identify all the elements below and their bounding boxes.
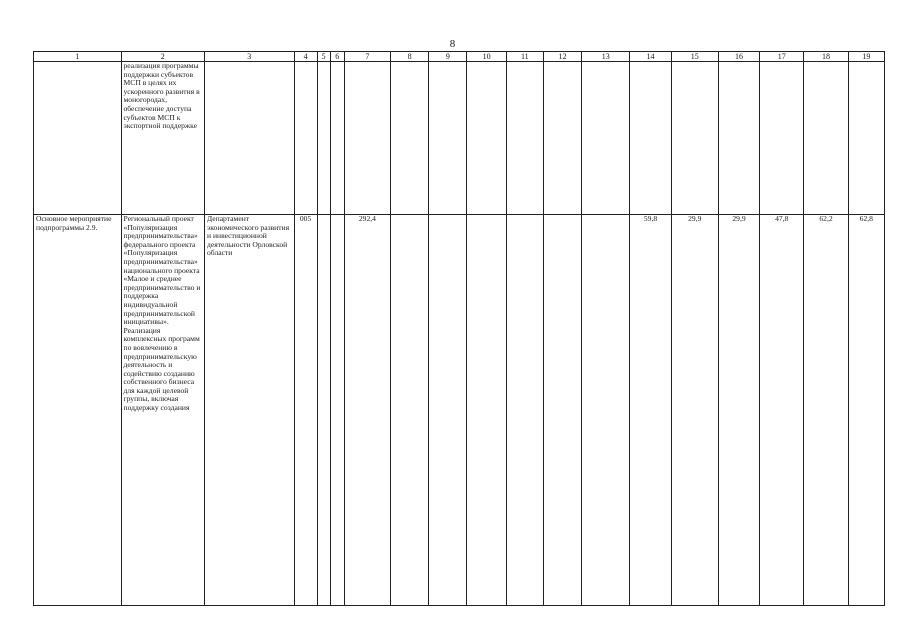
value-cell [848, 62, 884, 215]
value-cell [391, 62, 429, 215]
value-cell: 62,8 [848, 215, 884, 606]
page-number: 8 [449, 38, 456, 50]
value-cell [506, 215, 543, 606]
code-cell [294, 62, 317, 215]
table-row [34, 215, 885, 606]
value-cell [506, 62, 543, 215]
value-cell [671, 62, 718, 215]
column-header: 9 [429, 52, 467, 62]
event-cell: Основное мероприятие подпрограммы 2.9. [34, 215, 122, 606]
value-cell [317, 62, 330, 215]
description-cell: реализация программы поддержки субъектов МСП в целях их ускоренного развития в моногородах, обеспечение доступа субъектов МСП к экспортной поддержке [121, 62, 204, 215]
executor-cell: Департамент экономического развития и инвестиционной деятельности Орловской области [204, 215, 294, 606]
column-header: 2 [121, 52, 204, 62]
column-header: 14 [630, 52, 671, 62]
column-header: 8 [391, 52, 429, 62]
value-cell [429, 215, 467, 606]
budget-table [33, 51, 885, 606]
value-cell [330, 215, 344, 606]
column-header: 7 [344, 52, 390, 62]
column-header: 17 [760, 52, 804, 62]
column-header: 15 [671, 52, 718, 62]
column-header: 19 [848, 52, 884, 62]
value-cell [330, 62, 344, 215]
column-header: 3 [204, 52, 294, 62]
value-cell [582, 62, 630, 215]
value-cell [429, 62, 467, 215]
value-cell [543, 215, 581, 606]
value-cell [582, 215, 630, 606]
value-cell [760, 62, 804, 215]
code-cell: 005 [294, 215, 317, 606]
value-cell [317, 215, 330, 606]
value-cell [804, 62, 848, 215]
value-cell: 29,9 [718, 215, 759, 606]
column-header: 13 [582, 52, 630, 62]
value-cell: 62,2 [804, 215, 848, 606]
column-header: 6 [330, 52, 344, 62]
value-cell: 29,9 [671, 215, 718, 606]
column-header: 1 [34, 52, 122, 62]
executor-cell [204, 62, 294, 215]
value-cell [344, 62, 390, 215]
value-cell [391, 215, 429, 606]
value-cell [718, 62, 759, 215]
column-header: 11 [506, 52, 543, 62]
column-header: 12 [543, 52, 581, 62]
table-row [34, 62, 885, 215]
value-cell [630, 62, 671, 215]
column-header: 5 [317, 52, 330, 62]
value-cell [467, 215, 506, 606]
column-header: 18 [804, 52, 848, 62]
value-cell: 292,4 [344, 215, 390, 606]
column-header: 16 [718, 52, 759, 62]
column-header: 10 [467, 52, 506, 62]
value-cell: 59,8 [630, 215, 671, 606]
value-cell [467, 62, 506, 215]
event-cell [34, 62, 122, 215]
value-cell [543, 62, 581, 215]
column-header: 4 [294, 52, 317, 62]
value-cell: 47,8 [760, 215, 804, 606]
description-cell: Региональный проект «Популяризация предпринимательства» федерального проекта «Популяризация предпринимательства» национального проекта «Малое и среднее предпринимательство и поддержка индивидуальной предпринимательской инициативы». Реализация комплексных программ по вовлечению в предпринимательскую деятельность и содействию созданию собственного бизнеса для каждой целевой группы, включая поддержку создания [121, 215, 204, 606]
header-row [34, 52, 885, 62]
